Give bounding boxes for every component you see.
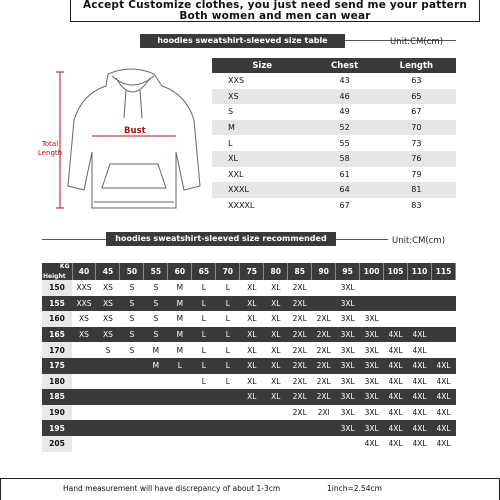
size-recommendation-cell	[312, 420, 336, 436]
size-recommendation-cell: L	[192, 296, 216, 312]
size-recommendation-cell	[120, 374, 144, 390]
chest-cell: 64	[312, 182, 376, 198]
size-recommendation-cell: 4XL	[384, 420, 408, 436]
size-recommendation-cell	[120, 405, 144, 421]
weight-header: 90	[312, 263, 336, 280]
size-row	[212, 198, 456, 214]
size-recommendation-cell: M	[168, 311, 192, 327]
length-cell: 63	[411, 76, 422, 86]
size-table-unit: Unit:CM(cm)	[390, 37, 444, 47]
size-recommendation-cell	[288, 436, 312, 452]
size-recommendation-cell	[216, 420, 240, 436]
size-recommendation-cell	[192, 420, 216, 436]
weight-header: 85	[288, 263, 312, 280]
size-recommendation-cell: 3XL	[336, 358, 360, 374]
size-recommendation-cell	[96, 358, 120, 374]
measurement-note: Hand measurement will have discrepancy of about 1-3cm	[63, 484, 281, 493]
size-recommendation-cell	[96, 374, 120, 390]
size-cell: XXXXL	[228, 201, 255, 211]
size-recommendation-cell	[168, 420, 192, 436]
size-recommendation-cell: XXS	[72, 280, 96, 296]
size-recommendation-cell	[288, 420, 312, 436]
size-recommendation-cell	[432, 280, 456, 296]
height-cell: 205	[42, 436, 72, 452]
size-recommendation-cell: XL	[264, 296, 288, 312]
size-recommendation-cell: 4XL	[408, 374, 432, 390]
size-recommendation-cell: 4XL	[408, 420, 432, 436]
size-recommendation-cell: 4XL	[432, 436, 456, 452]
weight-header: 105	[384, 263, 408, 280]
size-table-header	[212, 58, 456, 73]
size-recommendation-cell	[72, 405, 96, 421]
size-recommendation-cell	[192, 436, 216, 452]
size-recommendation-cell	[312, 436, 336, 452]
size-recommendation-cell: 3XL	[336, 296, 360, 312]
size-recommendation-cell: 4XL	[384, 374, 408, 390]
size-recommendation-cell	[192, 389, 216, 405]
chest-cell: 49	[339, 107, 350, 117]
size-recommendation-cell: XL	[240, 296, 264, 312]
size-recommendation-cell	[144, 389, 168, 405]
weight-header: 55	[144, 263, 168, 280]
weight-header: 50	[120, 263, 144, 280]
size-recommendation-cell: 2Xl	[312, 405, 336, 421]
size-recommendation-cell	[264, 436, 288, 452]
length-cell: 81	[377, 182, 456, 198]
size-recommendation-cell	[168, 405, 192, 421]
size-recommendation-cell: 4XL	[384, 358, 408, 374]
height-cell: 150	[42, 280, 72, 296]
size-recommendation-cell: M	[168, 342, 192, 358]
size-recommendation-cell: M	[144, 358, 168, 374]
chest-cell: 61	[339, 169, 350, 179]
length-cell: 73	[411, 138, 422, 148]
size-recommendation-cell	[408, 280, 432, 296]
recommended-size-table	[42, 263, 456, 452]
size-row	[212, 151, 456, 167]
size-recommendation-cell: S	[120, 296, 144, 312]
size-recommendation-cell: L	[216, 311, 240, 327]
size-recommendation-cell: XL	[240, 389, 264, 405]
weight-header: 60	[168, 263, 192, 280]
size-recommendation-cell	[120, 358, 144, 374]
size-recommendation-cell: L	[192, 374, 216, 390]
height-cell: 155	[42, 296, 72, 312]
length-cell: 76	[377, 151, 456, 167]
size-recommendation-cell: 2XL	[288, 358, 312, 374]
size-recommendation-cell: 2XL	[312, 389, 336, 405]
size-recommendation-cell: S	[144, 311, 168, 327]
rec-row	[42, 296, 456, 312]
rec-row	[42, 405, 456, 421]
top-banner	[70, 0, 480, 22]
size-recommendation-cell	[432, 296, 456, 312]
size-recommendation-cell	[72, 389, 96, 405]
size-recommendation-cell	[96, 420, 120, 436]
size-recommendation-cell: 3XL	[336, 374, 360, 390]
size-recommendation-cell: L	[216, 358, 240, 374]
header-chest: Chest	[312, 58, 376, 73]
size-recommendation-cell: L	[216, 296, 240, 312]
total-length-label: Total Length	[37, 140, 63, 157]
rec-row	[42, 420, 456, 436]
height-cell: 190	[42, 405, 72, 421]
size-recommendation-cell: 3XL	[360, 342, 384, 358]
size-recommendation-cell	[96, 389, 120, 405]
corner-cell	[42, 263, 72, 280]
size-recommendation-cell: 4XL	[408, 405, 432, 421]
height-cell: 185	[42, 389, 72, 405]
size-recommendation-cell: L	[192, 358, 216, 374]
size-recommendation-cell: XL	[240, 327, 264, 343]
rec-row	[42, 280, 456, 296]
size-recommendation-cell	[144, 405, 168, 421]
weight-header: 110	[408, 263, 432, 280]
size-recommendation-cell: L	[192, 311, 216, 327]
size-recommendation-cell: 4XL	[384, 405, 408, 421]
size-recommendation-cell: 3XL	[336, 342, 360, 358]
size-recommendation-cell: 3XL	[336, 311, 360, 327]
weight-header: 70	[216, 263, 240, 280]
size-recommendation-cell	[216, 405, 240, 421]
size-recommendation-cell: XL	[264, 389, 288, 405]
size-recommendation-cell: XL	[240, 342, 264, 358]
size-recommendation-cell: 4XL	[384, 327, 408, 343]
size-recommendation-cell: S	[144, 280, 168, 296]
size-recommendation-cell: 3XL	[360, 405, 384, 421]
rec-header-row	[42, 263, 456, 280]
bust-label: Bust	[124, 126, 146, 136]
size-recommendation-cell	[408, 311, 432, 327]
rec-table-title: hoodies sweatshirt-sleeved size recommended table	[106, 232, 336, 246]
size-recommendation-cell: XL	[240, 374, 264, 390]
size-recommendation-cell: L	[216, 280, 240, 296]
size-recommendation-cell: S	[96, 342, 120, 358]
size-recommendation-cell: 3XL	[336, 389, 360, 405]
chest-cell: 52	[312, 120, 376, 136]
kg-label: KG	[59, 263, 70, 270]
size-recommendation-cell: M	[168, 296, 192, 312]
weight-header: 40	[72, 263, 96, 280]
size-recommendation-cell: S	[120, 311, 144, 327]
size-recommendation-cell: S	[120, 327, 144, 343]
size-recommendation-cell: 3XL	[360, 358, 384, 374]
size-recommendation-cell: XS	[72, 327, 96, 343]
size-row	[212, 120, 456, 136]
size-recommendation-cell: 4XL	[408, 342, 432, 358]
chest-cell: 46	[312, 89, 376, 105]
rec-table-unit: Unit:CM(cm)	[392, 236, 446, 246]
header-size: Size	[212, 58, 312, 73]
size-recommendation-cell	[216, 436, 240, 452]
size-recommendation-cell: 2XL	[312, 342, 336, 358]
size-recommendation-cell: L	[216, 374, 240, 390]
size-recommendation-cell: XL	[240, 311, 264, 327]
size-recommendation-cell: 3XL	[360, 389, 384, 405]
size-recommendation-cell: 4XL	[384, 342, 408, 358]
size-recommendation-cell: M	[144, 342, 168, 358]
rec-row	[42, 358, 456, 374]
size-recommendation-cell: L	[168, 358, 192, 374]
size-recommendation-cell: 2XL	[288, 374, 312, 390]
size-recommendation-cell: S	[144, 296, 168, 312]
size-recommendation-cell: 4XL	[360, 436, 384, 452]
size-recommendation-cell	[120, 389, 144, 405]
length-cell: 83	[411, 201, 422, 211]
size-table	[212, 58, 456, 213]
rec-row	[42, 311, 456, 327]
size-recommendation-cell: XL	[240, 280, 264, 296]
weight-header: 75	[240, 263, 264, 280]
weight-header: 80	[264, 263, 288, 280]
size-recommendation-cell: 2XL	[288, 327, 312, 343]
size-recommendation-cell	[144, 420, 168, 436]
size-recommendation-cell	[120, 436, 144, 452]
size-recommendation-cell: XS	[96, 280, 120, 296]
size-recommendation-cell	[384, 296, 408, 312]
height-cell: 165	[42, 327, 72, 343]
banner-line-1: Accept Customize clothes, you just need send me your pattern	[82, 0, 468, 11]
size-recommendation-cell: 3XL	[360, 420, 384, 436]
size-recommendation-cell: 4XL	[384, 389, 408, 405]
size-row	[212, 89, 456, 105]
size-recommendation-cell	[96, 405, 120, 421]
size-recommendation-cell: 2XL	[288, 311, 312, 327]
size-recommendation-cell: 3XL	[360, 327, 384, 343]
size-recommendation-cell: 4XL	[408, 327, 432, 343]
size-cell: L	[228, 138, 233, 148]
size-recommendation-cell	[312, 280, 336, 296]
rec-row	[42, 389, 456, 405]
size-recommendation-cell	[240, 405, 264, 421]
size-recommendation-cell: 2XL	[288, 405, 312, 421]
size-recommendation-cell: 2XL	[312, 327, 336, 343]
size-recommendation-cell: XS	[96, 296, 120, 312]
size-cell: M	[212, 120, 312, 136]
size-recommendation-cell: M	[168, 327, 192, 343]
size-recommendation-cell	[72, 342, 96, 358]
size-recommendation-cell	[144, 374, 168, 390]
size-recommendation-cell: 4XL	[432, 374, 456, 390]
size-recommendation-cell: XL	[264, 327, 288, 343]
size-recommendation-cell: XL	[264, 280, 288, 296]
size-recommendation-cell: XS	[96, 311, 120, 327]
size-row	[212, 135, 456, 151]
size-cell: XXS	[228, 76, 245, 86]
size-cell: S	[228, 107, 234, 117]
size-recommendation-cell	[96, 436, 120, 452]
size-recommendation-cell	[144, 436, 168, 452]
size-recommendation-cell: 4XL	[432, 405, 456, 421]
rec-row	[42, 342, 456, 358]
rec-row	[42, 327, 456, 343]
size-recommendation-cell: XL	[240, 358, 264, 374]
weight-header: 45	[96, 263, 120, 280]
size-recommendation-cell	[432, 342, 456, 358]
size-recommendation-cell	[432, 311, 456, 327]
size-recommendation-cell: XXS	[72, 296, 96, 312]
rec-row	[42, 436, 456, 452]
size-recommendation-cell: S	[120, 280, 144, 296]
size-recommendation-cell: L	[192, 342, 216, 358]
size-cell: XXXL	[212, 182, 312, 198]
size-recommendation-cell: M	[168, 280, 192, 296]
header-length: Length	[377, 58, 456, 73]
size-recommendation-cell	[384, 311, 408, 327]
hoodie-diagram	[36, 60, 208, 220]
size-recommendation-cell	[264, 405, 288, 421]
size-recommendation-cell: 2XL	[288, 296, 312, 312]
size-recommendation-cell: L	[192, 280, 216, 296]
weight-header: 65	[192, 263, 216, 280]
size-recommendation-cell: 2XL	[288, 389, 312, 405]
size-recommendation-cell	[72, 436, 96, 452]
size-recommendation-cell	[408, 296, 432, 312]
size-recommendation-cell: 4XL	[432, 420, 456, 436]
size-recommendation-cell: XL	[264, 358, 288, 374]
size-recommendation-cell	[360, 296, 384, 312]
size-recommendation-cell: 2XL	[288, 342, 312, 358]
size-row	[212, 182, 456, 198]
size-recommendation-cell: 3XL	[336, 280, 360, 296]
inch-conversion: 1inch=2.54cm	[327, 484, 382, 493]
size-recommendation-cell	[192, 405, 216, 421]
height-label: Height	[43, 273, 66, 280]
size-recommendation-cell	[360, 280, 384, 296]
height-cell: 180	[42, 374, 72, 390]
size-recommendation-cell: 4XL	[432, 358, 456, 374]
size-recommendation-cell	[168, 389, 192, 405]
size-recommendation-cell	[336, 436, 360, 452]
weight-header: 95	[336, 263, 360, 280]
size-recommendation-cell	[432, 327, 456, 343]
size-recommendation-cell	[72, 374, 96, 390]
size-recommendation-cell	[72, 420, 96, 436]
size-recommendation-cell	[72, 358, 96, 374]
size-recommendation-cell: L	[192, 327, 216, 343]
chest-cell: 67	[339, 201, 350, 211]
rec-row	[42, 374, 456, 390]
size-cell: XL	[212, 151, 312, 167]
size-row	[212, 104, 456, 120]
size-recommendation-cell: XS	[72, 311, 96, 327]
weight-header: 100	[360, 263, 384, 280]
size-row	[212, 167, 456, 183]
size-recommendation-cell: 2XL	[312, 358, 336, 374]
size-recommendation-cell: 3XL	[336, 420, 360, 436]
size-recommendation-cell	[168, 436, 192, 452]
size-recommendation-cell	[216, 389, 240, 405]
chest-cell: 43	[339, 76, 350, 86]
size-recommendation-cell	[264, 420, 288, 436]
size-row	[212, 73, 456, 89]
size-recommendation-cell: 3XL	[336, 405, 360, 421]
size-recommendation-cell: XL	[264, 342, 288, 358]
size-recommendation-cell: 3XL	[360, 374, 384, 390]
size-recommendation-cell	[240, 436, 264, 452]
size-recommendation-cell: 4XL	[408, 358, 432, 374]
size-recommendation-cell: XL	[264, 374, 288, 390]
size-recommendation-cell: 3XL	[336, 327, 360, 343]
size-recommendation-cell: L	[216, 342, 240, 358]
size-recommendation-cell: 4XL	[384, 436, 408, 452]
length-cell: 79	[411, 169, 422, 179]
size-recommendation-cell: 2XL	[288, 280, 312, 296]
length-cell: 67	[411, 107, 422, 117]
chest-cell: 58	[312, 151, 376, 167]
chest-cell: 55	[339, 138, 350, 148]
size-recommendation-cell: 3XL	[360, 311, 384, 327]
size-recommendation-cell: XS	[96, 327, 120, 343]
size-recommendation-cell: 2XL	[312, 311, 336, 327]
size-cell: XS	[212, 89, 312, 105]
height-cell: 160	[42, 311, 72, 327]
size-recommendation-cell	[120, 420, 144, 436]
weight-header: 115	[432, 263, 456, 280]
size-recommendation-cell: 4XL	[408, 389, 432, 405]
size-recommendation-cell	[312, 296, 336, 312]
size-recommendation-cell: 4XL	[408, 436, 432, 452]
length-cell: 65	[377, 89, 456, 105]
size-recommendation-cell	[240, 420, 264, 436]
size-recommendation-cell: S	[120, 342, 144, 358]
size-recommendation-cell: 2XL	[312, 374, 336, 390]
size-recommendation-cell: 4XL	[432, 389, 456, 405]
footer	[0, 478, 500, 500]
size-recommendation-cell: L	[216, 327, 240, 343]
size-recommendation-cell	[384, 280, 408, 296]
size-cell: XXL	[228, 169, 244, 179]
height-cell: 170	[42, 342, 72, 358]
banner-line-2: Both women and men can wear	[179, 10, 371, 22]
height-cell: 175	[42, 358, 72, 374]
size-table-title: hoodies sweatshirt-sleeved size table	[140, 34, 345, 48]
size-recommendation-cell: S	[144, 327, 168, 343]
size-recommendation-cell	[168, 374, 192, 390]
height-cell: 195	[42, 420, 72, 436]
length-cell: 70	[377, 120, 456, 136]
size-recommendation-cell: XL	[264, 311, 288, 327]
